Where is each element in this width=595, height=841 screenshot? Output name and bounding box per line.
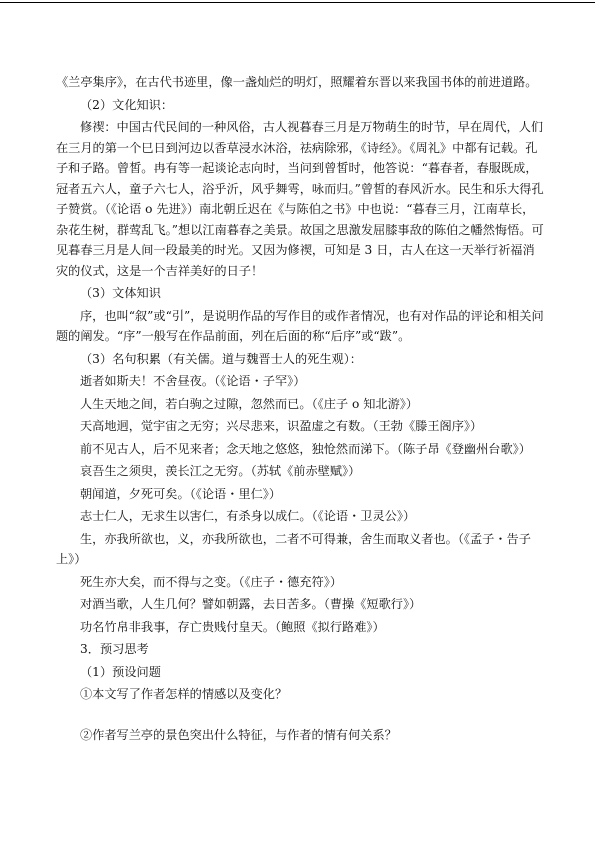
quote-item: 死生亦大矣，而不得与之变。（《庄子・德充符》） [80, 574, 343, 589]
answer-space [56, 707, 546, 725]
quote-item: 志士仁人，无求生以害仁，有杀身以成仁。（《论语・卫灵公》） [80, 509, 416, 523]
section-culture-heading: （2）文化知识： [80, 97, 174, 112]
subsection-questions-heading: （1）预设问题 [80, 664, 161, 679]
quote-item: 对酒当歌，人生几何？譬如朝露，去日苦多。（曹操《短歌行》） [80, 597, 422, 611]
section-preview-heading: 3．预习思考 [80, 642, 149, 656]
culture-paragraph: 修禊：中国古代民间的一种风俗，古人视暮春三月是万物萌生的时节，早在周代，人们在三月的第一个巳日到河边以香草浸水沐浴，祛病除邪，《诗经》。《周礼》中都有记载。孔子和子路。曾皙。冉有等一起谈论志向时，当问到曾皙时，他答说：“暮春者，春服既成，冠者五六人，童子六七人，浴乎沂，风乎舞雩，咏而归。”曾皙的春风沂水。民生和乐大得孔子赞赏。（《论语 o 先进》）南北朝丘迟在《与陈伯之书》中也说：“暮春三月，江南草长，杂花生树，群莺乱飞。”想以江南暮春之美景。故国之思激发屈膝事敌的陈伯之幡然悔悟。可见暮春三月是人间一段最美的时光。又因为修禊，可知是 3 日，古人在这一天举行祈福消灾的仪式，这是一个吉祥美好的日子！ [56, 120, 544, 278]
quote-item: 人生天地之间，若白驹之过隙，忽然而已。（《庄子 o 知北游》） [80, 396, 419, 411]
section-quotes-heading: （3）名句积累（有关儒。道与魏晋士人的死生观）： [80, 351, 362, 366]
genre-paragraph: 序，也叫“叙”或“引”，是说明作品的写作目的或作者情况，也有对作品的评论和相关问题的阐发。“序”一般写在作品前面，列在后面的称“后序”或“跋”。 [56, 308, 544, 343]
quote-item: 逝者如斯夫！不舍昼夜。（《论语・子罕》） [80, 374, 306, 388]
quote-item: 生，亦我所欲也，义，亦我所欲也，二者不可得兼，舍生而取义者也。（《孟子・告子上》） [56, 531, 531, 566]
section-genre-heading: （3）文体知识 [80, 286, 161, 300]
quote-item: 天高地迥，觉宇宙之无穷；兴尽悲来，识盈虚之有数。（王勃《滕王阁序》） [80, 419, 483, 433]
top-rule [0, 2, 595, 3]
quote-item: 哀吾生之须臾，羡长江之无穷。（苏轼《前赤壁赋》） [80, 464, 361, 478]
intro-paragraph: 《兰亭集序》，在古代书迹里，像一盏灿烂的明灯，照耀着东晋以来我国书体的前进道路。 [56, 75, 538, 89]
question-item: ①本文写了作者怎样的情感以及变化？ [80, 687, 288, 701]
quote-item: 功名竹帛非我事，存亡贵贱付皇天。（鲍照《拟行路难》） [80, 619, 385, 634]
question-item: ②作者写兰亭的景色突出什么特征，与作者的情有何关系？ [80, 727, 397, 742]
quote-item: 朝闻道，夕死可矣。（《论语・里仁》） [80, 486, 282, 501]
document-body [56, 72, 546, 747]
quote-item: 前不见古人，后不见来者；念天地之悠悠，独怆然而涕下。（陈子昂《登幽州台歌》） [80, 441, 531, 456]
